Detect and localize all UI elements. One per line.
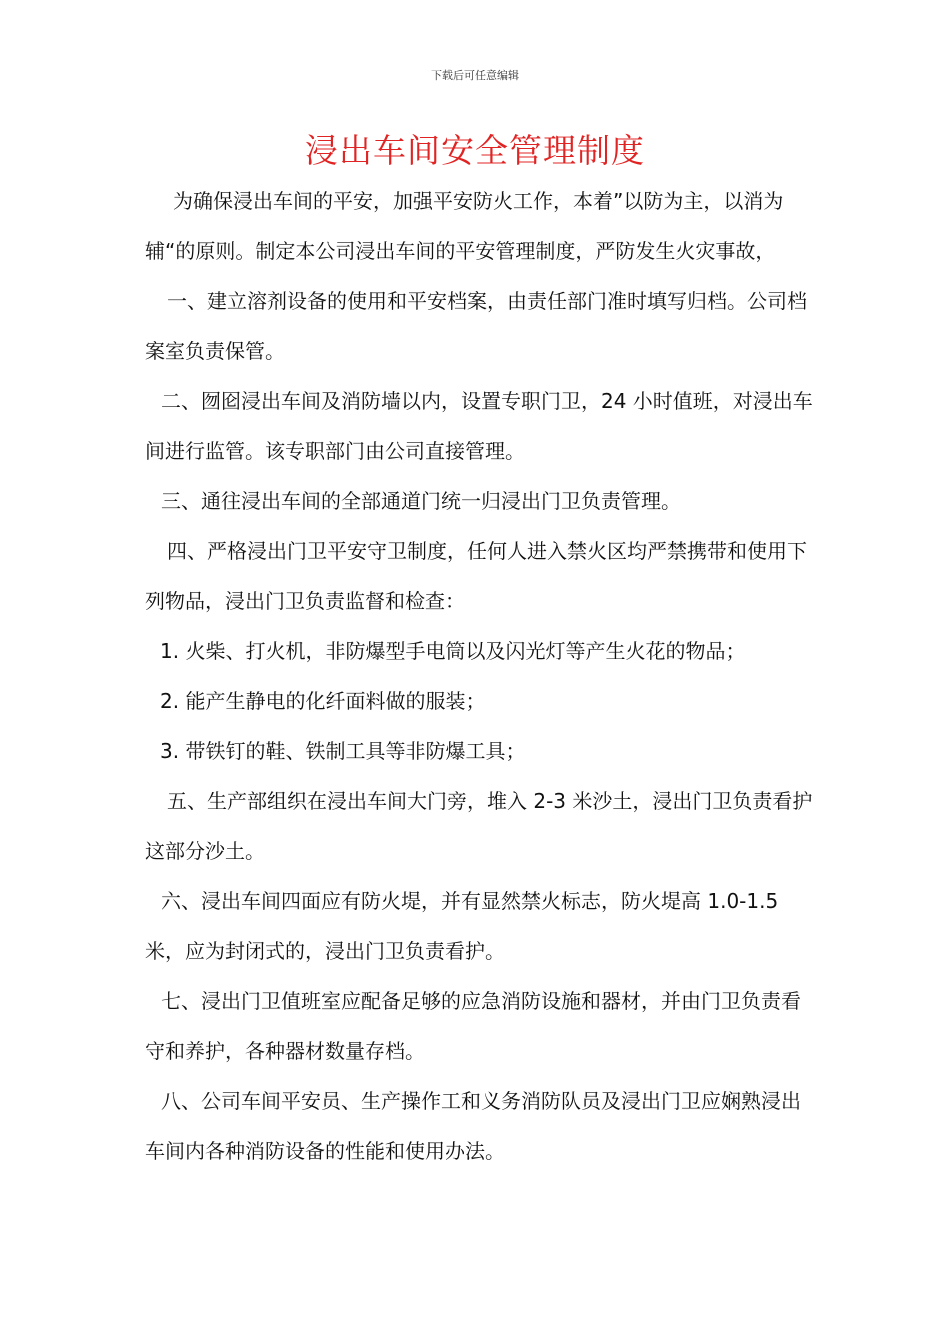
clause-7: 七、浸出门卫值班室应配备足够的应急消防设施和器材，并由门卫负责看守和养护，各种器材数量存档。 [145, 989, 801, 1063]
clause-2: 二、囫囵浸出车间及消防墙以内，设置专职门卫，24 小时值班，对浸出车间进行监管。该专职部门由公司直接管理。 [145, 389, 813, 463]
header-note: 下载后可任意编辑 [431, 69, 519, 82]
clause-1: 一、建立溶剂设备的使用和平安档案，由责任部门准时填写归档。公司档案室负责保管。 [145, 289, 807, 363]
clause-4-item-3: 3. 带铁钉的鞋、铁制工具等非防爆工具； [160, 739, 526, 763]
clause-8: 八、公司车间平安员、生产操作工和义务消防队员及浸出门卫应娴熟浸出车间内各种消防设备的性能和使用办法。 [145, 1089, 801, 1163]
document-body [145, 176, 813, 1176]
clause-5: 五、生产部组织在浸出车间大门旁，堆入 2-3 米沙土，浸出门卫负责看护这部分沙土。 [145, 789, 813, 863]
clause-3: 三、通往浸出车间的全部通道门统一归浸出门卫负责管理。 [161, 489, 681, 513]
clause-6: 六、浸出车间四面应有防火堤，并有显然禁火标志，防火堤高 1.0-1.5 米，应为封闭式的，浸出门卫负责看护。 [145, 889, 779, 963]
document-title: 浸出车间安全管理制度 [305, 131, 645, 170]
clause-4: 四、严格浸出门卫平安守卫制度，任何人进入禁火区均严禁携带和使用下列物品，浸出门卫负责监督和检查： [145, 539, 807, 613]
intro-paragraph: 为确保浸出车间的平安，加强平安防火工作，本着”以防为主，以消为辅“的原则。制定本公司浸出车间的平安管理制度，严防发生火灾事故， [145, 189, 784, 263]
clause-4-item-2: 2. 能产生静电的化纤面料做的服装； [160, 689, 486, 713]
clause-4-item-1: 1. 火柴、打火机，非防爆型手电筒以及闪光灯等产生火花的物品； [160, 639, 746, 663]
